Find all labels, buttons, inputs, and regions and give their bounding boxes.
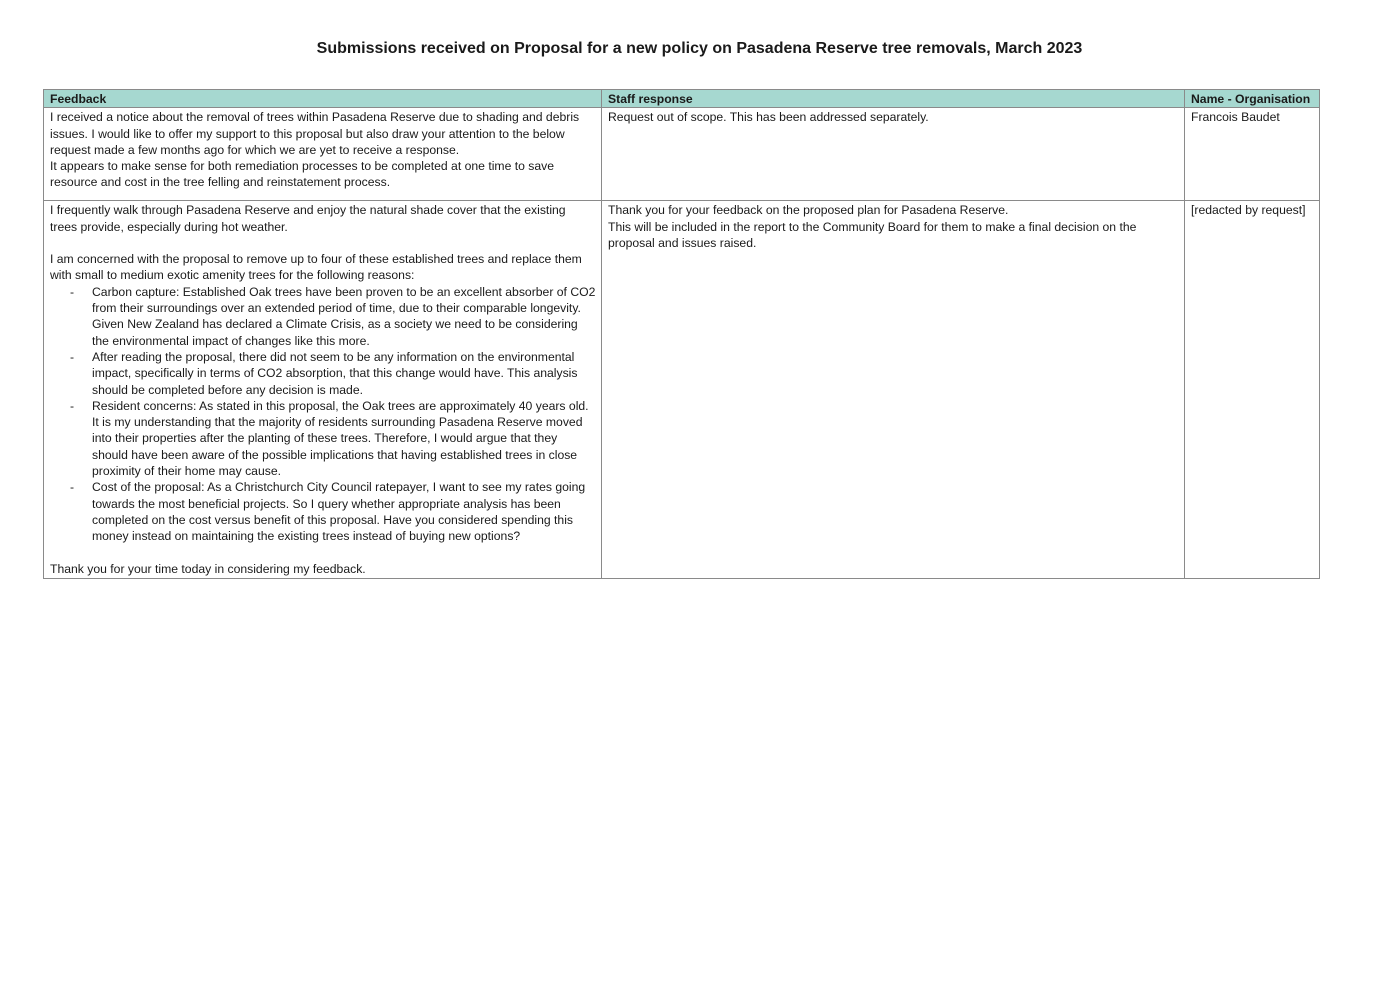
feedback-concern: I am concerned with the proposal to remove up to four of these established trees and replace them with small to medium exotic amenity trees for the following reasons: xyxy=(50,252,582,283)
name-organisation-cell: [redacted by request] xyxy=(1185,201,1320,579)
feedback-intro: I frequently walk through Pasadena Reserve and enjoy the natural shade cover that the existing trees provide, especially during hot weather. xyxy=(50,203,566,234)
list-item-text: Resident concerns: As stated in this proposal, the Oak trees are approximately 40 years old. It is my understanding that the majority of residents surrounding Pasadena Reserve moved into their properties after the planting of these trees. Therefore, I would argue that they should have been aware of the possible implications that having established trees in close proximity of their home may cause. xyxy=(92,398,589,479)
dash-bullet-marker: - xyxy=(70,398,75,413)
dash-bullet-marker: - xyxy=(70,349,75,364)
list-item-text: After reading the proposal, there did not seem to be any information on the environmental impact, specifically in terms of CO2 absorption, that this change would have. This analysis should be completed before any decision is made. xyxy=(92,349,578,397)
header-staff-response: Staff response xyxy=(602,90,1185,108)
list-item xyxy=(50,479,596,544)
table-header-row xyxy=(44,90,1320,108)
list-item xyxy=(50,284,596,349)
feedback-closing: Thank you for your time today in considering my feedback. xyxy=(50,561,366,576)
feedback-cell xyxy=(44,108,602,201)
dash-bullet-marker: - xyxy=(70,480,75,495)
staff-response-cell xyxy=(602,108,1185,201)
list-item xyxy=(50,349,596,398)
table-row xyxy=(44,201,1320,579)
list-item-text: Cost of the proposal: As a Christchurch City Council ratepayer, I want to see my rates going towards the most beneficial projects. So I query whether appropriate analysis has been completed on the cost versus benefit of this proposal. Have you considered spending this money instead on maintaining the existing trees instead of buying new options? xyxy=(92,480,586,544)
staff-response-paragraph: This will be included in the report to the Community Board for them to make a final decision on the proposal and issues raised. xyxy=(608,219,1137,250)
document-title: Submissions received on Proposal for a new policy on Pasadena Reserve tree removals, March 2023 xyxy=(316,40,1083,57)
staff-response-paragraph: Request out of scope. This has been addressed separately. xyxy=(608,110,929,125)
staff-response-paragraph: Thank you for your feedback on the proposed plan for Pasadena Reserve. xyxy=(608,203,1009,218)
feedback-reasons-list xyxy=(50,284,596,545)
staff-response-cell xyxy=(602,201,1185,579)
list-item xyxy=(50,398,596,479)
feedback-paragraph: I received a notice about the removal of trees within Pasadena Reserve due to shading and debris issues. I would like to offer my support to this proposal but also draw your attention to the below request made a few months ago for which we are yet to receive a response. xyxy=(50,110,580,157)
submissions-table xyxy=(43,89,1320,579)
header-name-organisation: Name - Organisation xyxy=(1185,90,1320,108)
header-feedback: Feedback xyxy=(44,90,602,108)
table-row xyxy=(44,108,1320,201)
feedback-cell xyxy=(44,201,602,579)
feedback-paragraph: It appears to make sense for both remediation processes to be completed at one time to save resource and cost in the tree felling and reinstatement process. xyxy=(50,159,555,190)
list-item-text: Carbon capture: Established Oak trees have been proven to be an excellent absorber of CO2 from their surroundings over an extended period of time, due to their comparable longevity. Given New Zealand has declared a Climate Crisis, as a society we need to be considering the environmental impact of changes like this more. xyxy=(92,284,596,348)
name-organisation-cell: Francois Baudet xyxy=(1185,108,1320,201)
dash-bullet-marker: - xyxy=(70,284,75,299)
